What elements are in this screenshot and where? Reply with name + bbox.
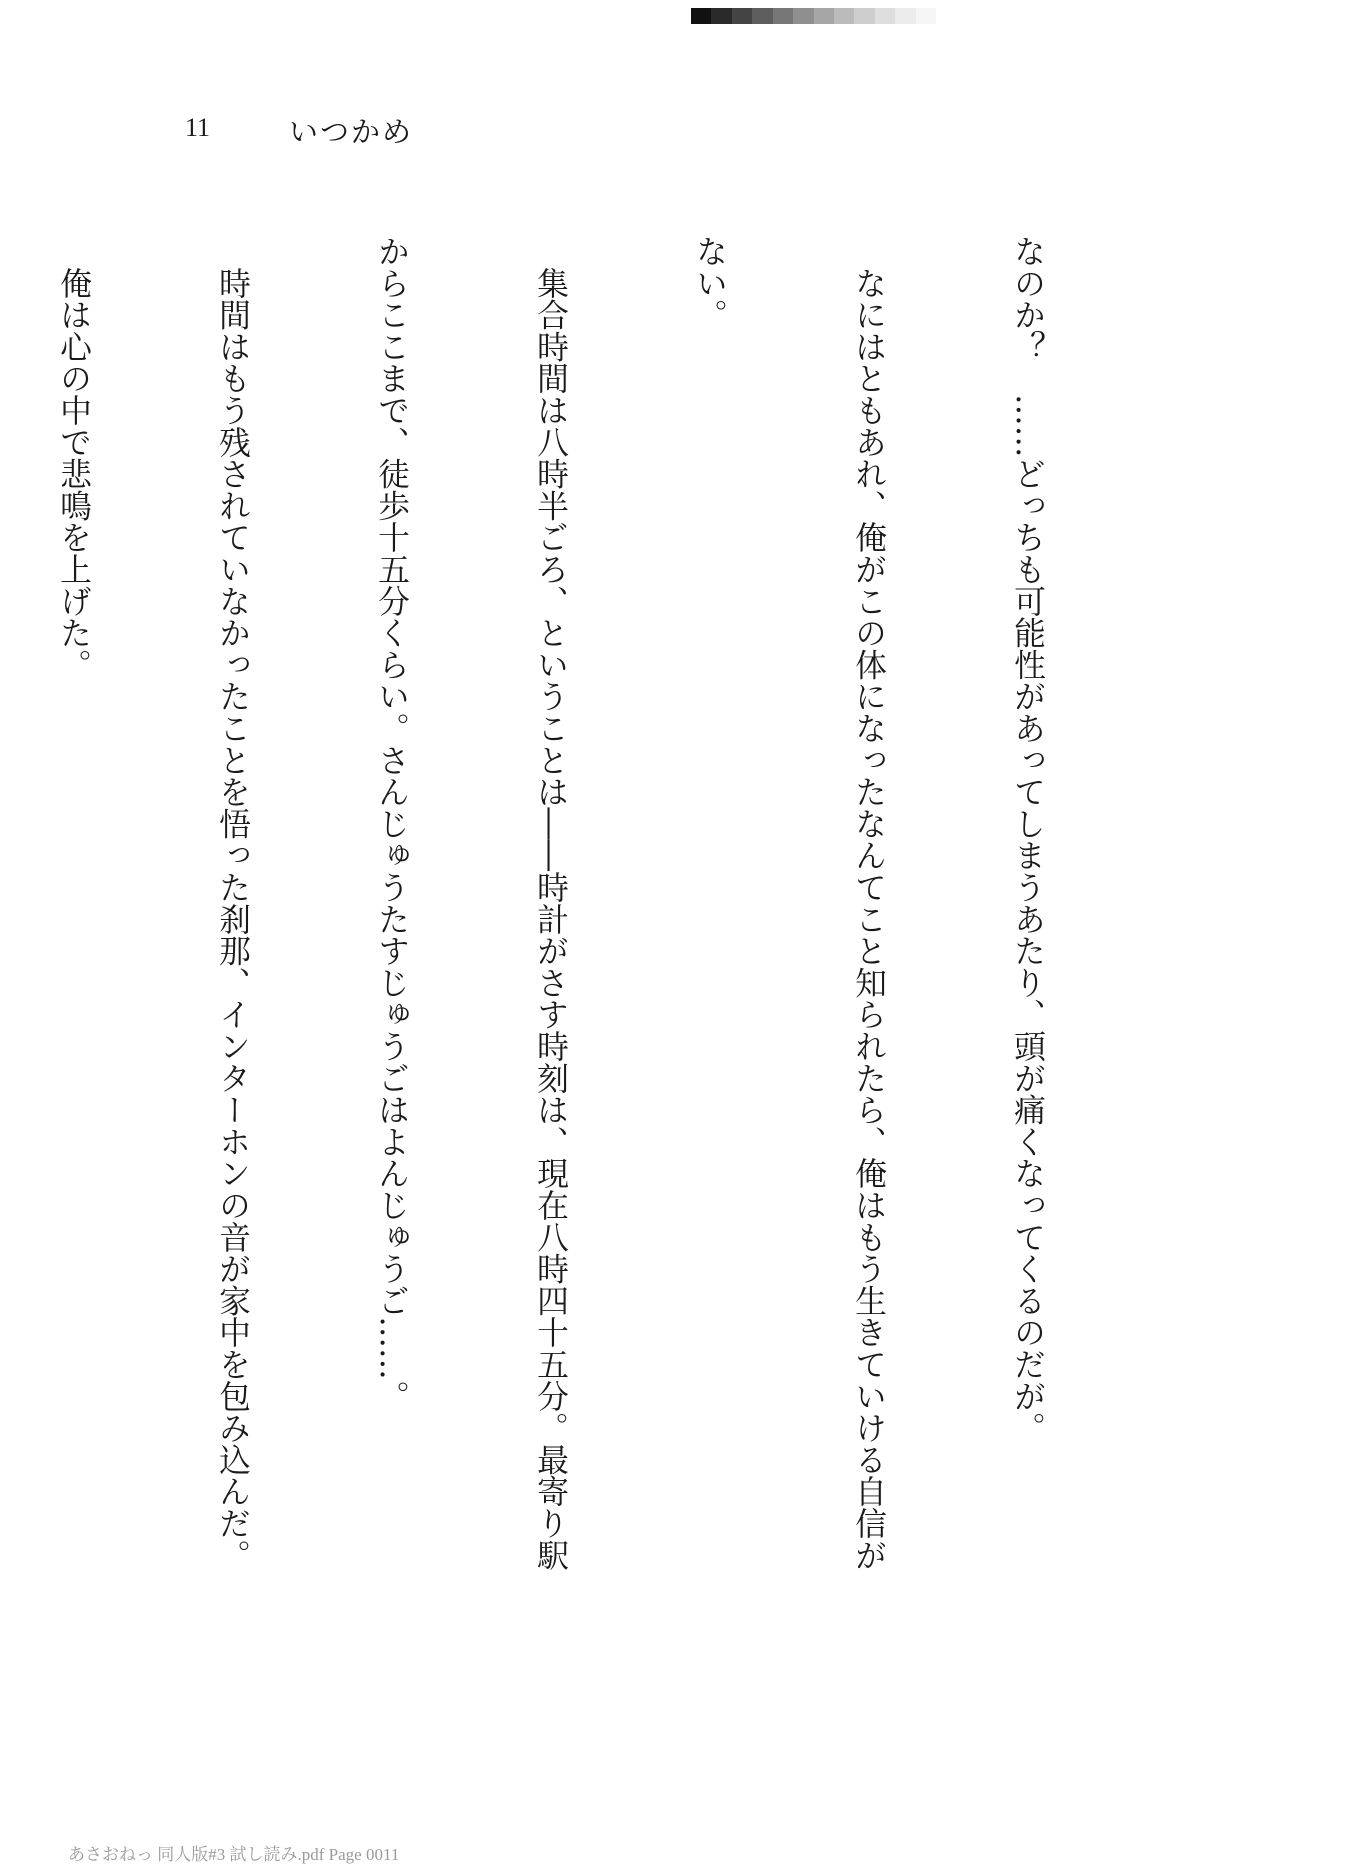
gray-swatch xyxy=(752,8,772,24)
gray-swatch xyxy=(854,8,874,24)
paragraph: 集合時間は八時半ごろ、ということは――時計がさす時刻は、現在八時四十五分。最寄り駅 xyxy=(532,235,569,1571)
paragraph: 俺は心の中で悲鳴を上げた。 xyxy=(55,235,92,681)
footer-filename: あさおねっ 同人版#3 試し読み.pdf Page 0011 xyxy=(68,1845,400,1864)
gray-swatch xyxy=(793,8,813,24)
paragraph: なのか？ ……どっちも可能性があってしまうあたり、頭が痛くなってくるのだが。 xyxy=(1009,235,1046,1444)
gray-swatch xyxy=(691,8,711,24)
paragraph: ない。 xyxy=(691,235,728,331)
gray-swatch xyxy=(732,8,752,24)
chapter-title: いつかめ xyxy=(289,115,414,149)
body-text xyxy=(55,235,1160,1755)
paragraph: なにはともあれ、俺がこの体になったなんてこと知られたら、俺はもう生きていける自信が xyxy=(850,235,887,1571)
gray-swatch xyxy=(875,8,895,24)
gray-swatch xyxy=(895,8,915,24)
gray-scale-bar xyxy=(691,8,936,24)
gray-swatch xyxy=(834,8,854,24)
page-number: 11 xyxy=(185,113,211,142)
paragraph: 時間はもう残されていなかったことを悟った刹那、インターホンの音が家中を包み込んだ。 xyxy=(214,235,251,1571)
gray-swatch xyxy=(711,8,731,24)
gray-swatch xyxy=(773,8,793,24)
paragraph: からここまで、徒歩十五分くらい。さんじゅうたすじゅうごはよんじゅうご……。 xyxy=(373,235,410,1412)
gray-swatch xyxy=(814,8,834,24)
gray-swatch xyxy=(916,8,936,24)
